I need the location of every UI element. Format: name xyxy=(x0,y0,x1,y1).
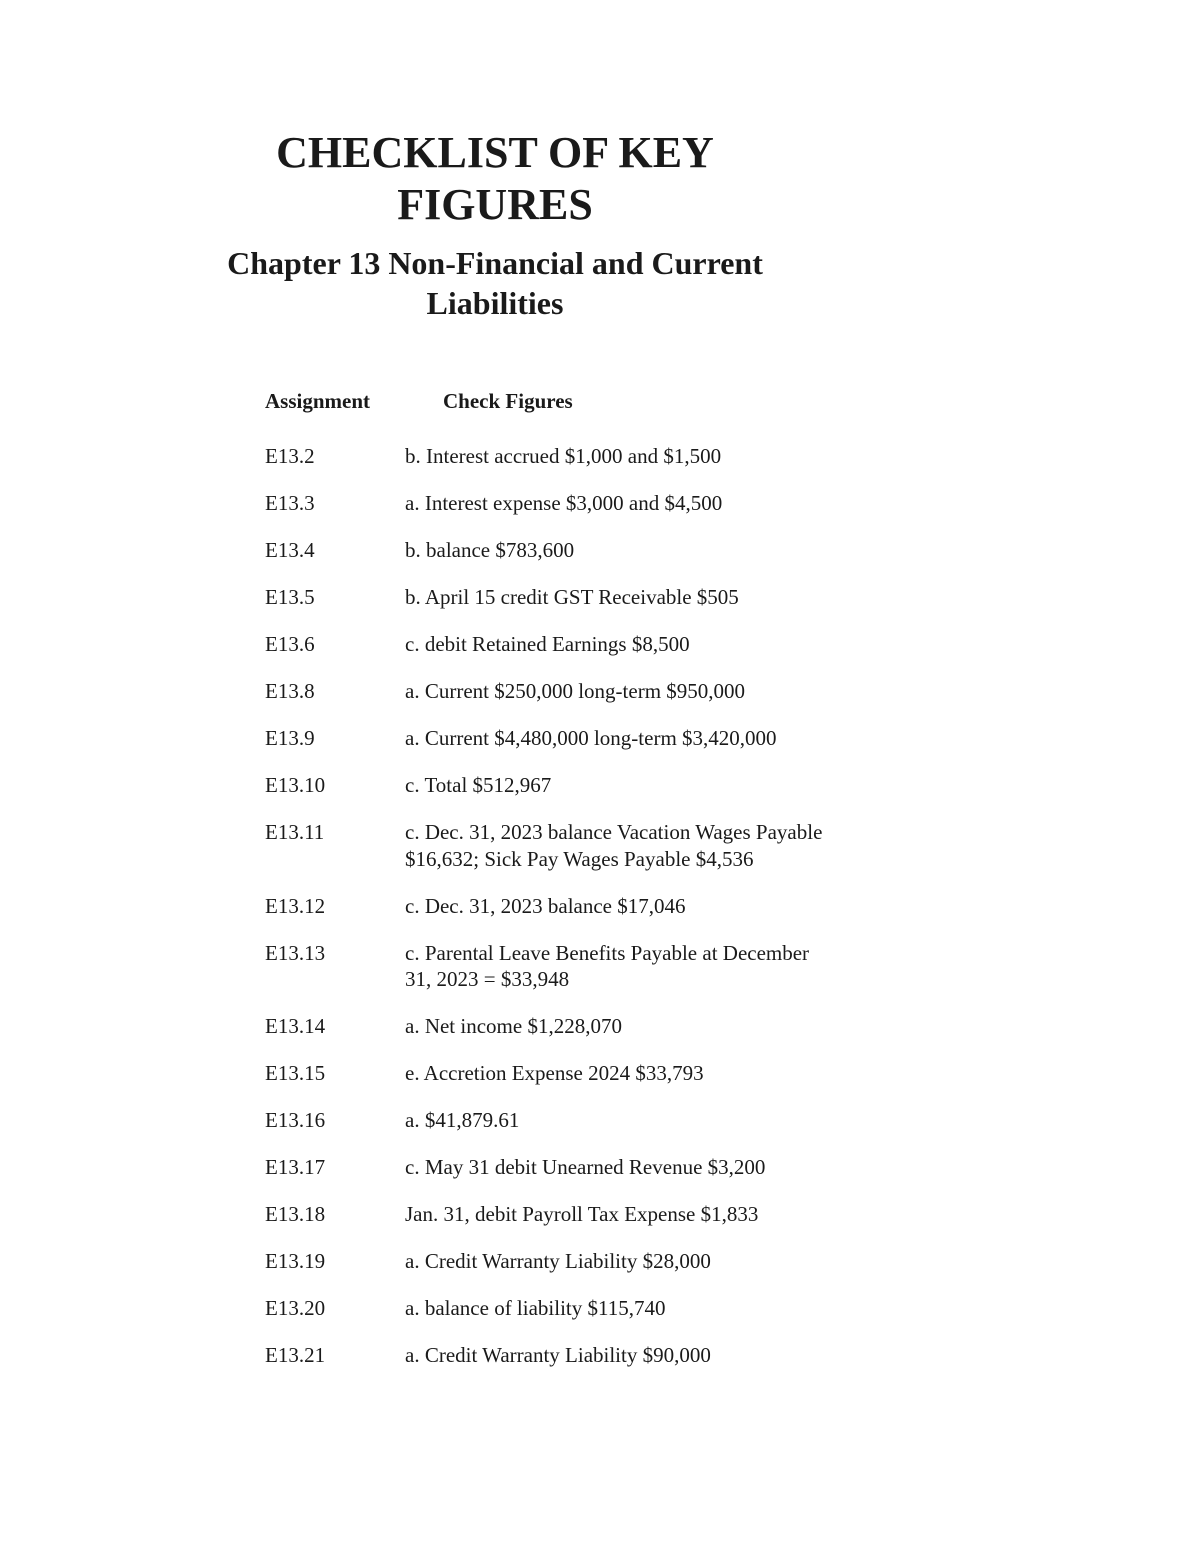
check-figure: a. $41,879.61 xyxy=(405,1108,520,1132)
table-row xyxy=(265,1201,835,1228)
assignment-id: E13.12 xyxy=(265,893,326,918)
assignment-id: E13.18 xyxy=(265,1202,326,1226)
check-figure: Jan. 31, debit Payroll Tax Expense $1,833 xyxy=(405,1202,759,1226)
assignment-id: E13.6 xyxy=(265,632,315,656)
assignment-id: E13.9 xyxy=(265,726,315,750)
assignment-id: E13.4 xyxy=(265,538,315,562)
assignment-id: E13.8 xyxy=(265,679,315,703)
header-assignment: Assignment xyxy=(265,389,371,413)
subtitle-line-2: Liabilities xyxy=(426,285,564,321)
table-row xyxy=(265,1013,835,1040)
document-title xyxy=(200,127,790,231)
table-row xyxy=(265,772,835,799)
check-figure: a. Net income $1,228,070 xyxy=(405,1014,622,1038)
check-figure: c. Parental Leave Benefits Payable at December 31, 2023 = $33,948 xyxy=(405,940,810,991)
check-figures-table xyxy=(265,443,835,1389)
header-check-figures: Check Figures xyxy=(443,389,573,413)
table-row xyxy=(265,819,835,872)
assignment-id: E13.16 xyxy=(265,1108,326,1132)
check-figure: c. debit Retained Earnings $8,500 xyxy=(405,632,690,656)
table-row xyxy=(265,490,835,517)
table-row xyxy=(265,940,835,993)
table-row xyxy=(265,537,835,564)
check-figure: c. Dec. 31, 2023 balance $17,046 xyxy=(405,893,686,918)
table-row xyxy=(265,1342,835,1369)
check-figure: a. Interest expense $3,000 and $4,500 xyxy=(405,491,723,515)
table-row xyxy=(265,443,835,470)
assignment-id: E13.14 xyxy=(265,1014,326,1038)
check-figure: c. Total $512,967 xyxy=(405,773,552,797)
assignment-id: E13.19 xyxy=(265,1249,326,1273)
table-row xyxy=(265,584,835,611)
assignment-id: E13.3 xyxy=(265,491,315,515)
check-figure: b. balance $783,600 xyxy=(405,538,575,562)
check-figure: b. April 15 credit GST Receivable $505 xyxy=(405,585,739,609)
assignment-id: E13.13 xyxy=(265,940,326,965)
assignment-id: E13.5 xyxy=(265,585,315,609)
table-row xyxy=(265,725,835,752)
table-row xyxy=(265,631,835,658)
check-figure: a. Credit Warranty Liability $90,000 xyxy=(405,1343,711,1367)
check-figure: a. Current $250,000 long-term $950,000 xyxy=(405,679,746,703)
check-figure: a. Current $4,480,000 long-term $3,420,000 xyxy=(405,726,777,750)
check-figure: e. Accretion Expense 2024 $33,793 xyxy=(405,1061,704,1085)
assignment-id: E13.2 xyxy=(265,444,315,468)
table-row xyxy=(265,1060,835,1087)
assignment-id: E13.20 xyxy=(265,1296,326,1320)
check-figure: b. Interest accrued $1,000 and $1,500 xyxy=(405,444,722,468)
table-row xyxy=(265,893,835,920)
table-row xyxy=(265,1295,835,1322)
check-figure: a. Credit Warranty Liability $28,000 xyxy=(405,1249,711,1273)
title-line-1: CHECKLIST OF KEY xyxy=(276,128,714,177)
title-line-2: FIGURES xyxy=(397,180,593,229)
table-row xyxy=(265,678,835,705)
assignment-id: E13.15 xyxy=(265,1061,326,1085)
assignment-id: E13.11 xyxy=(265,820,325,844)
assignment-id: E13.21 xyxy=(265,1343,326,1367)
document-subtitle xyxy=(190,243,800,323)
subtitle-line-1: Chapter 13 Non-Financial and Current xyxy=(227,245,763,281)
check-figure: a. balance of liability $115,740 xyxy=(405,1296,666,1320)
table-row xyxy=(265,1248,835,1275)
assignment-id: E13.10 xyxy=(265,773,326,797)
check-figure: c. Dec. 31, 2023 balance Vacation Wages Payable $16,632; Sick Pay Wages Payable $4,536 xyxy=(405,820,823,871)
check-figure: c. May 31 debit Unearned Revenue $3,200 xyxy=(405,1155,766,1179)
table-row xyxy=(265,1154,835,1181)
assignment-id: E13.17 xyxy=(265,1155,326,1179)
table-row xyxy=(265,1107,835,1134)
